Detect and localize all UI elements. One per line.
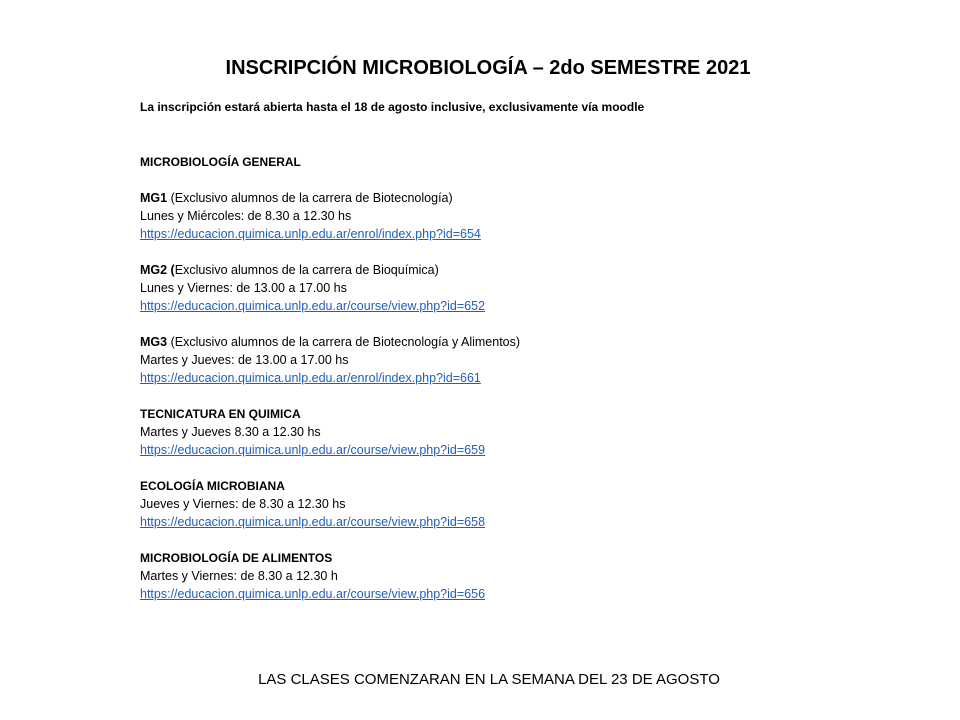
course-schedule: Lunes y Miércoles: de 8.30 a 12.30 hs bbox=[140, 209, 352, 223]
course-mg2-title bbox=[140, 261, 520, 279]
course-note: Exclusivo alumnos de la carrera de Bioquímica) bbox=[174, 263, 439, 277]
page-title: INSCRIPCIÓN MICROBIOLOGÍA – 2do SEMESTRE 2021 bbox=[225, 57, 751, 79]
course-schedule: Martes y Jueves: de 13.00 a 17.00 hs bbox=[140, 353, 349, 367]
course-mg2 bbox=[140, 261, 520, 315]
course-code: MG1 bbox=[140, 191, 168, 205]
enrollment-notice: La inscripción estará abierta hasta el 18 de agosto inclusive, exclusivamente vía moodle bbox=[140, 100, 645, 114]
section-heading-tecnicatura: TECNICATURA EN QUIMICA bbox=[140, 407, 301, 421]
course-ecologia bbox=[140, 477, 520, 531]
course-code: MG3 bbox=[140, 335, 168, 349]
course-tecnicatura bbox=[140, 405, 520, 459]
course-schedule: Martes y Jueves 8.30 a 12.30 hs bbox=[140, 425, 321, 439]
course-mg1 bbox=[140, 189, 520, 243]
course-code: MG2 ( bbox=[140, 263, 175, 277]
course-list bbox=[140, 153, 520, 603]
course-alimentos bbox=[140, 549, 520, 603]
course-mg1-title bbox=[140, 189, 520, 207]
course-note: (Exclusivo alumnos de la carrera de Biotecnología y Alimentos) bbox=[167, 335, 521, 349]
course-alimentos-link[interactable]: https://educacion.quimica.unlp.edu.ar/course/view.php?id=656 bbox=[140, 587, 486, 601]
course-schedule: Martes y Viernes: de 8.30 a 12.30 h bbox=[140, 569, 338, 583]
course-mg1-link[interactable]: https://educacion.quimica.unlp.edu.ar/enrol/index.php?id=654 bbox=[140, 227, 481, 241]
course-mg3-link[interactable]: https://educacion.quimica.unlp.edu.ar/enrol/index.php?id=661 bbox=[140, 371, 481, 385]
course-tecnicatura-link[interactable]: https://educacion.quimica.unlp.edu.ar/course/view.php?id=659 bbox=[140, 443, 486, 457]
course-schedule: Lunes y Viernes: de 13.00 a 17.00 hs bbox=[140, 281, 347, 295]
course-mg3 bbox=[140, 333, 520, 387]
section-heading-microbiologia-general: MICROBIOLOGÍA GENERAL bbox=[140, 155, 301, 169]
section-heading-alimentos: MICROBIOLOGÍA DE ALIMENTOS bbox=[140, 551, 333, 565]
course-ecologia-link[interactable]: https://educacion.quimica.unlp.edu.ar/course/view.php?id=658 bbox=[140, 515, 486, 529]
section-heading-ecologia: ECOLOGÍA MICROBIANA bbox=[140, 479, 285, 493]
classes-start-notice: LAS CLASES COMENZARAN EN LA SEMANA DEL 23 DE AGOSTO bbox=[258, 671, 720, 688]
course-mg2-link[interactable]: https://educacion.quimica.unlp.edu.ar/course/view.php?id=652 bbox=[140, 299, 486, 313]
course-schedule: Jueves y Viernes: de 8.30 a 12.30 hs bbox=[140, 497, 346, 511]
course-note: (Exclusivo alumnos de la carrera de Biotecnología) bbox=[167, 191, 453, 205]
course-mg3-title bbox=[140, 333, 520, 351]
